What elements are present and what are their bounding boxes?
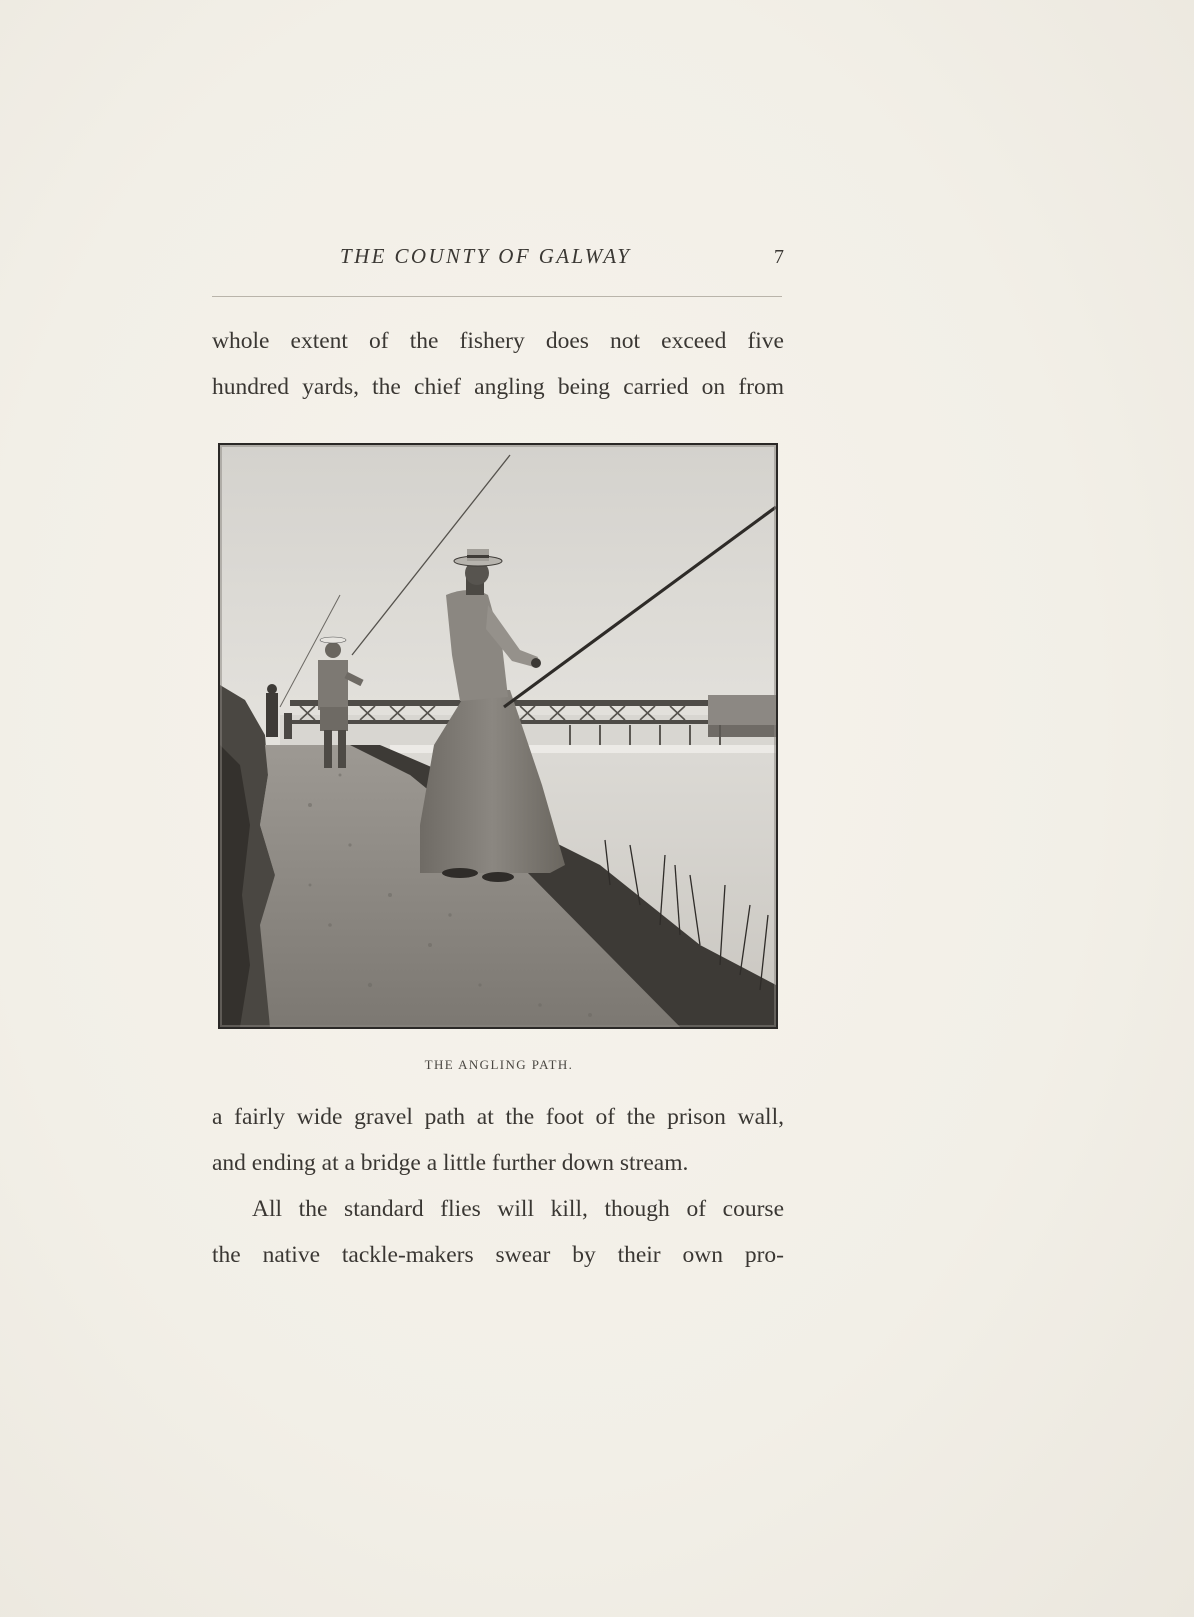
figure-caption: THE ANGLING PATH. — [424, 1057, 574, 1072]
text-line: whole extent of the fishery does not exceed five — [212, 328, 784, 354]
text-line: and ending at a bridge a little further down stream. — [212, 1150, 689, 1176]
running-head — [212, 244, 784, 274]
text-line: the native tackle-makers swear by their own pro- — [212, 1242, 784, 1268]
text-line: a fairly wide gravel path at the foot of the prison wall, — [212, 1104, 784, 1130]
body-text-bottom — [212, 1094, 784, 1278]
header-rule — [212, 296, 782, 297]
body-text-top — [212, 318, 784, 410]
photo-plate — [218, 443, 778, 1029]
text-line: hundred yards, the chief angling being carried on from — [212, 374, 784, 400]
paragraph-first-line: All the standard flies will kill, though of course — [252, 1196, 784, 1222]
photograph-icon — [220, 445, 776, 1027]
running-title: THE COUNTY OF GALWAY — [340, 244, 632, 268]
page-number: 7 — [774, 246, 784, 268]
